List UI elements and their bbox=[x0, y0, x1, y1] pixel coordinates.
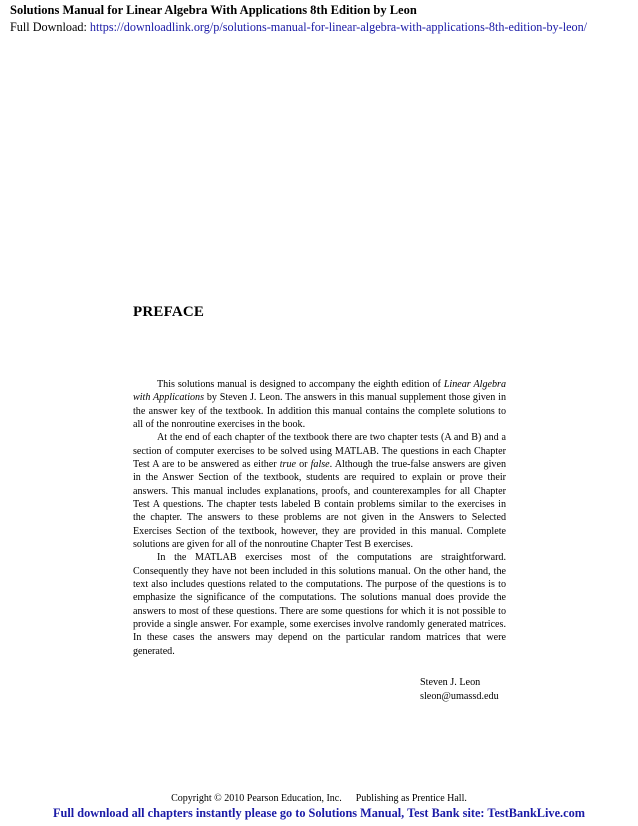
false-word: false bbox=[310, 458, 330, 470]
p2-rest: . Although the true-false answers are given in the Answer Section of the textbook, students are required to explain or prove their answers. This manual includes explanations, proofs, and counterexamples for all Chapter Test A questions. The chapter tests labeled B contain problems similar to the exercises in the chapter. The answers to these problems are not given in the Answers to Selected Exercises Section of the textbook, however, they are provided in this manual. Complete solutions are given for all of the nonroutine Chapter Test B exercises. bbox=[133, 458, 506, 550]
author-email: sleon@umassd.edu bbox=[420, 691, 499, 702]
preface-heading: PREFACE bbox=[133, 304, 205, 320]
author-name: Steven J. Leon bbox=[420, 677, 481, 688]
full-download-line bbox=[10, 20, 587, 35]
or-word: or bbox=[296, 458, 311, 470]
book-title: Linear Algebra with Applications bbox=[133, 379, 507, 404]
paragraph-3: In the MATLAB exercises most of the computations are straightforward. Consequently they have not been included in this solutions manual. On the other hand, the text also includes questions related to the computations. The purpose of the questions is to emphasize the significance of the computations. The solutions manual does provide the answers to most of these questions. There are some questions for which it is not possible to provide a single answer. For example, some exercises involve randomly generated matrices. In these cases the answers may depend on the particular random matrices that were generated. bbox=[133, 552, 506, 657]
true-word: true bbox=[279, 458, 296, 470]
p1-intro: This solutions manual is designed to accompany the eighth edition of bbox=[157, 379, 444, 390]
signature-block bbox=[420, 676, 499, 704]
p2-intro: At the end of each chapter of the textbook there are two chapter tests (A and B) and a section of computer exercises to be solved using MATLAB. The questions in each Chapter Test A are to be answered as either bbox=[133, 432, 506, 470]
p1-rest: by Steven J. Leon. The answers in this manual supplement those given in the answer key of the textbook. In addition this manual contains the complete solutions to all of the nonroutine exercises in the book. bbox=[133, 392, 506, 430]
download-link[interactable]: https://downloadlink.org/p/solutions-manual-for-linear-algebra-with-applications-8th-edition-by-leon/ bbox=[89, 20, 588, 34]
download-banner[interactable]: Full download all chapters instantly please go to Solutions Manual, Test Bank site: TestBankLive.com bbox=[53, 806, 585, 820]
preface-body bbox=[133, 378, 506, 658]
copyright-line bbox=[0, 793, 638, 804]
paragraph-1 bbox=[133, 378, 506, 431]
download-label: Full Download: bbox=[10, 20, 87, 34]
document-title: Solutions Manual for Linear Algebra With Applications 8th Edition by Leon bbox=[10, 3, 417, 17]
paragraph-2 bbox=[133, 431, 506, 551]
publisher-text: Publishing as Prentice Hall. bbox=[355, 793, 467, 804]
copyright-text: Copyright © 2010 Pearson Education, Inc. bbox=[171, 793, 342, 804]
